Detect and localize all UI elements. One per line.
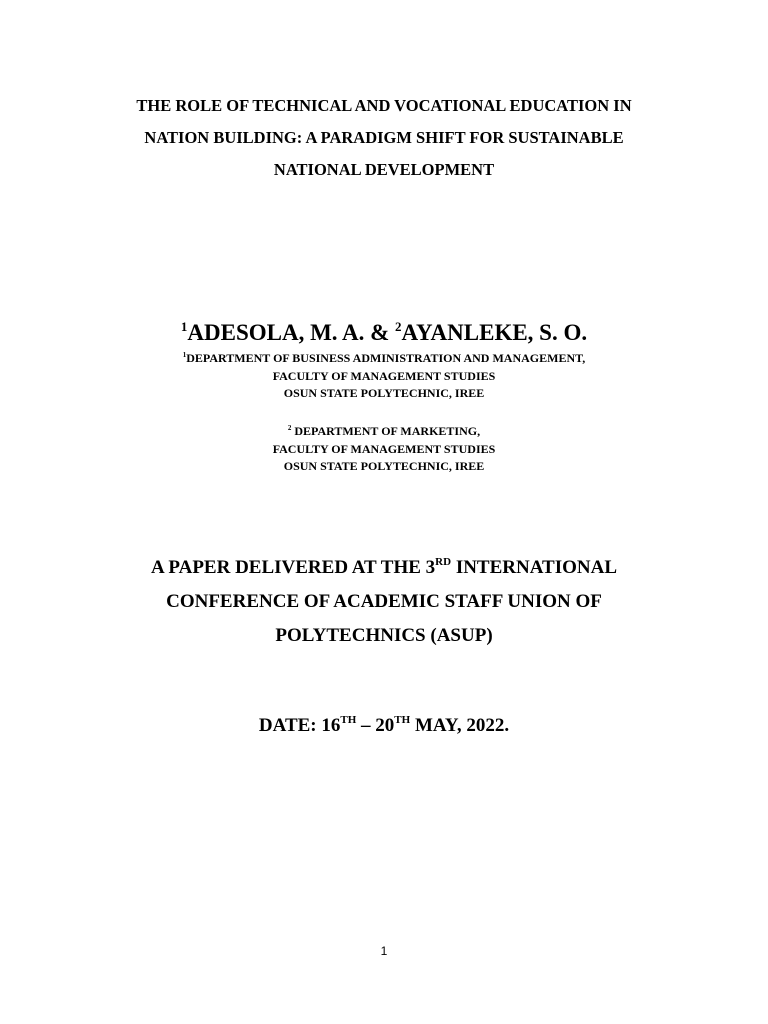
affiliation-1-department-text: DEPARTMENT OF BUSINESS ADMINISTRATION AND MANAGEMENT, bbox=[186, 351, 586, 365]
date-superscript-2: TH bbox=[394, 714, 411, 726]
paper-delivery-statement bbox=[84, 551, 684, 653]
affiliation-2-department bbox=[0, 423, 768, 441]
date-superscript-1: TH bbox=[340, 714, 357, 726]
affiliation-1-institution: OSUN STATE POLYTECHNIC, IREE bbox=[283, 386, 485, 400]
affiliation-2-faculty: FACULTY OF MANAGEMENT STUDIES bbox=[272, 441, 496, 456]
paper-line-1-post: INTERNATIONAL bbox=[451, 557, 617, 578]
affiliation-2-superscript: 2 bbox=[287, 424, 292, 432]
title-line-2: NATION BUILDING: A PARADIGM SHIFT FOR SUSTAINABLE bbox=[144, 128, 624, 147]
affiliation-1-superscript: 1 bbox=[182, 351, 187, 359]
date-prefix: DATE: 16 bbox=[258, 715, 341, 736]
affiliation-2 bbox=[0, 423, 768, 476]
affiliation-1 bbox=[0, 350, 768, 403]
paper-line-2: CONFERENCE OF ACADEMIC STAFF UNION OF bbox=[166, 591, 602, 612]
author1-superscript: 1 bbox=[180, 319, 188, 334]
title-line-3: NATIONAL DEVELOPMENT bbox=[273, 160, 495, 179]
author-line bbox=[0, 318, 768, 348]
affiliation-1-department bbox=[0, 350, 768, 368]
affiliation-2-department-text: DEPARTMENT OF MARKETING, bbox=[294, 424, 481, 438]
date-suffix: MAY, 2022. bbox=[410, 715, 510, 736]
title-line-1: THE ROLE OF TECHNICAL AND VOCATIONAL EDUCATION IN bbox=[136, 96, 632, 115]
paper-line-1-superscript: RD bbox=[435, 556, 452, 568]
paper-line-3: POLYTECHNICS (ASUP) bbox=[275, 625, 493, 646]
paper-title bbox=[84, 90, 684, 186]
paper-line-1 bbox=[84, 551, 684, 585]
affiliation-2-institution: OSUN STATE POLYTECHNIC, IREE bbox=[283, 459, 485, 473]
date-middle: – 20 bbox=[356, 715, 395, 736]
page-number: 1 bbox=[380, 944, 388, 958]
conference-date bbox=[0, 711, 768, 741]
author2-superscript: 2 bbox=[395, 319, 402, 334]
affiliation-1-faculty: FACULTY OF MANAGEMENT STUDIES bbox=[272, 368, 496, 383]
author1-name: ADESOLA, M. A. & bbox=[187, 320, 396, 345]
author2-name: AYANLEKE, S. O. bbox=[401, 320, 588, 345]
paper-line-1-pre: A PAPER DELIVERED AT THE 3 bbox=[150, 557, 436, 578]
